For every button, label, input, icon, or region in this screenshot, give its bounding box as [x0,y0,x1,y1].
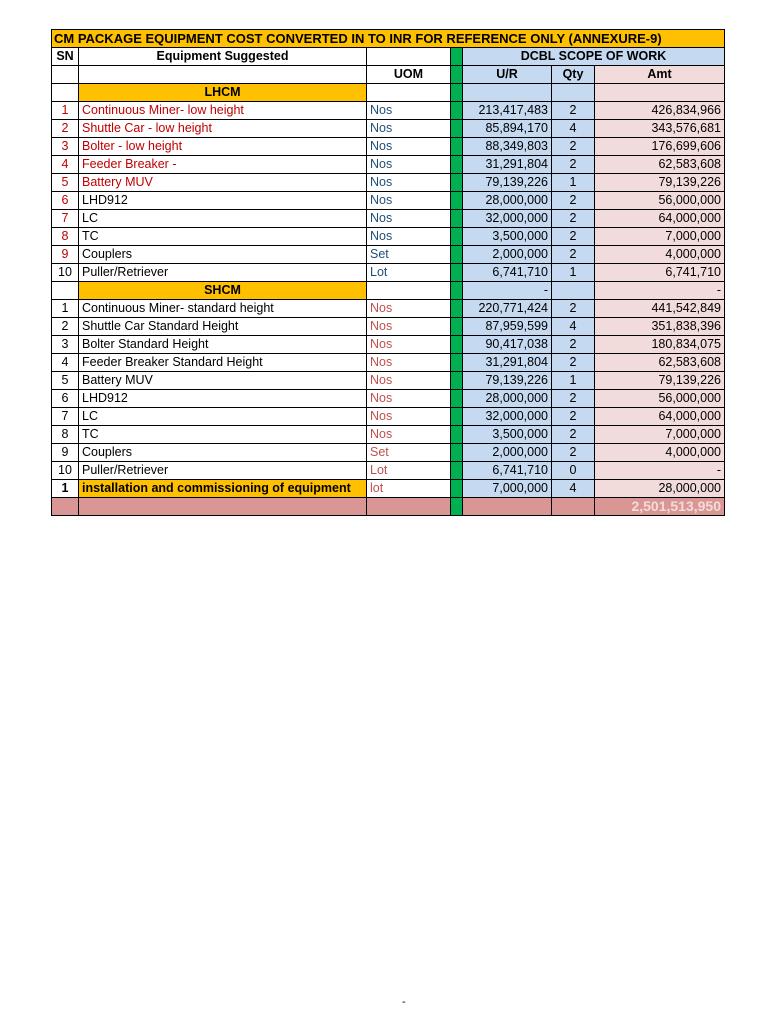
blank-cell [367,498,451,516]
equipment-name-cell: Continuous Miner- standard height [79,300,367,318]
unit-rate-cell: 2,000,000 [463,246,552,264]
green-divider [451,210,463,228]
sheet-title: CM PACKAGE EQUIPMENT COST CONVERTED IN TO INR FOR REFERENCE ONLY (ANNEXURE-9) [52,30,725,48]
unit-rate-cell: 31,291,804 [463,354,552,372]
green-divider [451,408,463,426]
summary-ur-cell: - [463,282,552,300]
sn-cell: 6 [52,192,79,210]
equipment-name-cell: Couplers [79,444,367,462]
qty-cell: 2 [552,444,595,462]
qty-cell: 2 [552,102,595,120]
green-divider [451,300,463,318]
qty-cell: 2 [552,210,595,228]
qty-cell: 2 [552,390,595,408]
equipment-name-cell: Continuous Miner- low height [79,102,367,120]
green-divider [451,444,463,462]
uom-cell: Nos [367,372,451,390]
table-row [52,426,725,444]
uom-cell: Lot [367,462,451,480]
unit-rate-cell: 2,000,000 [463,444,552,462]
summary-amt-cell: - [595,282,725,300]
green-divider [451,264,463,282]
equipment-name-cell: Shuttle Car - low height [79,120,367,138]
unit-rate-cell: 31,291,804 [463,156,552,174]
blank-cell [52,282,79,300]
header-row-2 [52,66,725,84]
uom-cell: Nos [367,174,451,192]
amount-cell: 351,838,396 [595,318,725,336]
sn-cell: 8 [52,228,79,246]
blank-cell [52,498,79,516]
green-divider [451,336,463,354]
equipment-name-cell: installation and commissioning of equipment [79,480,367,498]
sn-cell: 4 [52,354,79,372]
amount-cell: 79,139,226 [595,372,725,390]
amount-cell: 28,000,000 [595,480,725,498]
table-row [52,336,725,354]
qty-cell: 2 [552,246,595,264]
equipment-name-cell: LHD912 [79,192,367,210]
sn-cell: 5 [52,372,79,390]
qty-cell: 2 [552,228,595,246]
uom-cell: Nos [367,210,451,228]
amount-cell: 343,576,681 [595,120,725,138]
amount-cell: 4,000,000 [595,444,725,462]
green-divider [451,120,463,138]
grand-total-cell: 2,501,513,950 [595,498,725,516]
amount-cell: 56,000,000 [595,390,725,408]
amount-cell: 79,139,226 [595,174,725,192]
uom-cell: Nos [367,390,451,408]
green-divider [451,228,463,246]
table-row [52,174,725,192]
table-row [52,372,725,390]
amount-cell: 62,583,608 [595,354,725,372]
blank-cell [595,84,725,102]
amount-cell: 7,000,000 [595,228,725,246]
green-divider [451,480,463,498]
equipment-name-cell: Couplers [79,246,367,264]
table-row [52,354,725,372]
qty-cell: 1 [552,372,595,390]
green-divider [451,138,463,156]
title-row [52,30,725,48]
table-row [52,390,725,408]
table-row [52,228,725,246]
uom-cell: Nos [367,192,451,210]
blank-cell [463,84,552,102]
blank-cell [552,282,595,300]
blank-cell [552,498,595,516]
unit-rate-cell: 32,000,000 [463,210,552,228]
qty-cell: 4 [552,120,595,138]
amount-cell: 426,834,966 [595,102,725,120]
header-blank [367,48,451,66]
sn-cell: 7 [52,210,79,228]
uom-cell: Nos [367,354,451,372]
table-row [52,444,725,462]
sn-cell: 7 [52,408,79,426]
green-divider [451,462,463,480]
green-divider [451,318,463,336]
unit-rate-cell: 79,139,226 [463,174,552,192]
header-sn: SN [52,48,79,66]
sn-cell: 2 [52,120,79,138]
amount-cell: 176,699,606 [595,138,725,156]
equipment-name-cell: Battery MUV [79,174,367,192]
table-row [52,120,725,138]
sn-cell: 4 [52,156,79,174]
uom-cell: Nos [367,120,451,138]
table-row [52,480,725,498]
table-row [52,192,725,210]
sn-cell: 1 [52,102,79,120]
qty-cell: 2 [552,426,595,444]
sn-cell: 10 [52,462,79,480]
equipment-name-cell: Battery MUV [79,372,367,390]
green-divider [451,354,463,372]
green-divider [451,174,463,192]
uom-cell: Nos [367,228,451,246]
page-footer: - [402,996,406,1008]
amount-cell: 64,000,000 [595,408,725,426]
sn-cell: 3 [52,138,79,156]
equipment-name-cell: Bolter - low height [79,138,367,156]
amount-cell: 62,583,608 [595,156,725,174]
uom-cell: Nos [367,336,451,354]
header-scope: DCBL SCOPE OF WORK [463,48,725,66]
header-row-1 [52,48,725,66]
green-divider [451,498,463,516]
uom-cell: Nos [367,426,451,444]
sn-cell: 9 [52,444,79,462]
sn-cell: 6 [52,390,79,408]
table-row [52,102,725,120]
amount-cell: - [595,462,725,480]
table-row [52,246,725,264]
sn-cell: 8 [52,426,79,444]
green-divider [451,102,463,120]
sn-cell: 5 [52,174,79,192]
green-divider [451,372,463,390]
sn-cell: 3 [52,336,79,354]
total-row [52,498,725,516]
qty-cell: 2 [552,354,595,372]
header-blank [52,66,79,84]
unit-rate-cell: 7,000,000 [463,480,552,498]
uom-cell: Nos [367,300,451,318]
sn-cell: 1 [52,300,79,318]
amount-cell: 6,741,710 [595,264,725,282]
uom-cell: Nos [367,408,451,426]
sn-cell: 10 [52,264,79,282]
section-shcm [52,282,725,300]
green-divider [451,192,463,210]
equipment-name-cell: TC [79,228,367,246]
table-row [52,138,725,156]
unit-rate-cell: 3,500,000 [463,426,552,444]
table-row [52,264,725,282]
sn-cell: 9 [52,246,79,264]
unit-rate-cell: 90,417,038 [463,336,552,354]
amount-cell: 7,000,000 [595,426,725,444]
qty-cell: 1 [552,264,595,282]
section-label-lhcm: LHCM [79,84,367,102]
sn-cell: 1 [52,480,79,498]
unit-rate-cell: 28,000,000 [463,390,552,408]
equipment-name-cell: TC [79,426,367,444]
unit-rate-cell: 3,500,000 [463,228,552,246]
equipment-name-cell: LHD912 [79,390,367,408]
equipment-name-cell: LC [79,210,367,228]
qty-cell: 2 [552,192,595,210]
uom-cell: Nos [367,138,451,156]
blank-cell [552,84,595,102]
unit-rate-cell: 28,000,000 [463,192,552,210]
unit-rate-cell: 88,349,803 [463,138,552,156]
equipment-cost-table [51,29,725,516]
unit-rate-cell: 85,894,170 [463,120,552,138]
amount-cell: 180,834,075 [595,336,725,354]
uom-cell: Nos [367,102,451,120]
blank-cell [463,498,552,516]
table-row [52,462,725,480]
uom-cell: Nos [367,156,451,174]
table-row [52,210,725,228]
green-divider [451,84,463,102]
qty-cell: 0 [552,462,595,480]
section-label-shcm: SHCM [79,282,367,300]
table-row [52,408,725,426]
qty-cell: 2 [552,156,595,174]
amount-cell: 56,000,000 [595,192,725,210]
unit-rate-cell: 87,959,599 [463,318,552,336]
qty-cell: 2 [552,336,595,354]
green-divider [451,48,463,66]
qty-cell: 1 [552,174,595,192]
uom-cell: Nos [367,318,451,336]
uom-cell: Lot [367,264,451,282]
header-uom: UOM [367,66,451,84]
green-divider [451,156,463,174]
unit-rate-cell: 32,000,000 [463,408,552,426]
qty-cell: 2 [552,300,595,318]
header-equipment: Equipment Suggested [79,48,367,66]
blank-cell [79,498,367,516]
header-qty: Qty [552,66,595,84]
sn-cell: 2 [52,318,79,336]
unit-rate-cell: 6,741,710 [463,264,552,282]
table-row [52,318,725,336]
unit-rate-cell: 213,417,483 [463,102,552,120]
equipment-name-cell: Feeder Breaker Standard Height [79,354,367,372]
equipment-name-cell: Puller/Retriever [79,462,367,480]
table-row [52,300,725,318]
amount-cell: 4,000,000 [595,246,725,264]
unit-rate-cell: 220,771,424 [463,300,552,318]
table-row [52,156,725,174]
qty-cell: 2 [552,138,595,156]
blank-cell [367,84,451,102]
blank-cell [367,282,451,300]
green-divider [451,66,463,84]
equipment-name-cell: Shuttle Car Standard Height [79,318,367,336]
green-divider [451,246,463,264]
qty-cell: 4 [552,318,595,336]
equipment-name-cell: Bolter Standard Height [79,336,367,354]
uom-cell: Set [367,444,451,462]
equipment-name-cell: LC [79,408,367,426]
amount-cell: 64,000,000 [595,210,725,228]
green-divider [451,390,463,408]
qty-cell: 4 [552,480,595,498]
header-blank [79,66,367,84]
uom-cell: Set [367,246,451,264]
equipment-name-cell: Feeder Breaker - [79,156,367,174]
section-lhcm [52,84,725,102]
unit-rate-cell: 79,139,226 [463,372,552,390]
blank-cell [52,84,79,102]
uom-cell: lot [367,480,451,498]
header-amt: Amt [595,66,725,84]
green-divider [451,282,463,300]
amount-cell: 441,542,849 [595,300,725,318]
green-divider [451,426,463,444]
header-ur: U/R [463,66,552,84]
unit-rate-cell: 6,741,710 [463,462,552,480]
equipment-name-cell: Puller/Retriever [79,264,367,282]
qty-cell: 2 [552,408,595,426]
